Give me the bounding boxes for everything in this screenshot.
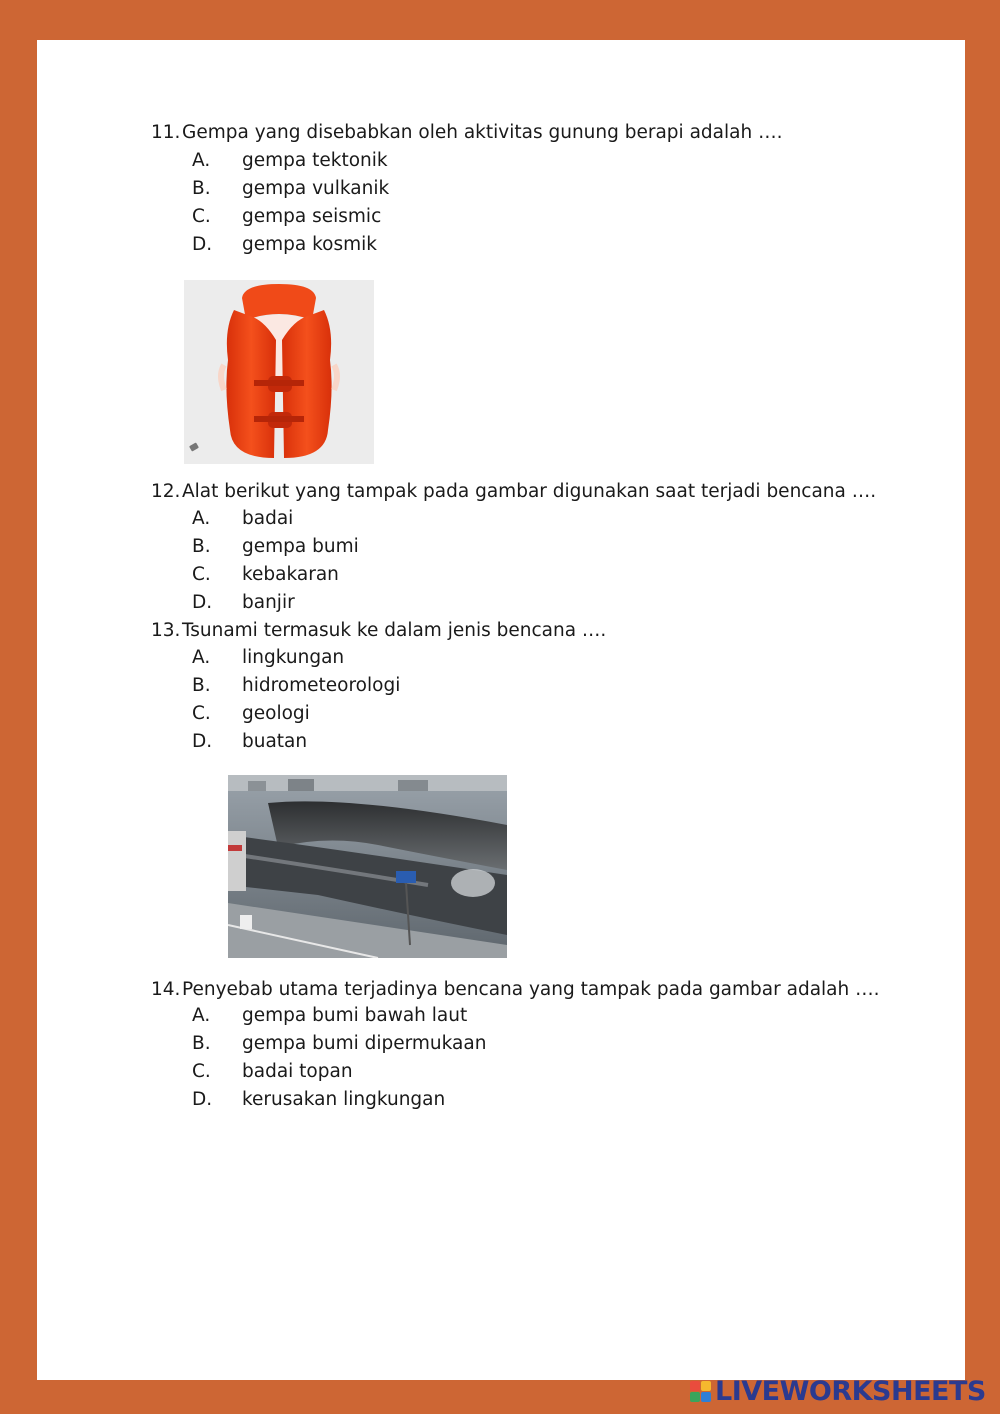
option-text: kerusakan lingkungan [242,1089,446,1110]
option-text: gempa kosmik [242,234,377,255]
option-text: gempa vulkanik [242,178,390,199]
question-number: 14. [151,979,181,1000]
option-text: gempa seismic [242,206,382,227]
option-text: lingkungan [242,647,345,668]
option-letter: C. [192,703,211,724]
question-11 [151,122,782,143]
option-text: hidrometeorologi [242,675,401,696]
option-text: buatan [242,731,308,752]
question-14 [151,979,880,1000]
logo-mark-icon [690,1381,711,1402]
option-text: gempa bumi bawah laut [242,1005,468,1026]
option-letter: B. [192,675,211,696]
liveworksheets-logo[interactable] [690,1374,986,1408]
brand-name: LIVEWORKSHEETS [715,1375,986,1407]
option-text: kebakaran [242,564,339,585]
option-text: banjir [242,592,295,613]
option-text: gempa bumi [242,536,359,557]
option-text: geologi [242,703,310,724]
option-letter: B. [192,1033,211,1054]
option-letter: C. [192,564,211,585]
question-text: Alat berikut yang tampak pada gambar digunakan saat terjadi bencana …. [182,481,877,502]
question-number: 11. [151,122,181,143]
question-13 [151,620,606,641]
question-text: Gempa yang disebabkan oleh aktivitas gunung berapi adalah …. [182,122,783,143]
option-text: gempa bumi dipermukaan [242,1033,487,1054]
option-letter: C. [192,1061,211,1082]
question-text: Tsunami termasuk ke dalam jenis bencana …. [182,620,607,641]
option-text: badai [242,508,294,529]
option-letter: D. [192,1089,213,1110]
question-12 [151,481,876,502]
question-number: 13. [151,620,181,641]
life-vest-image [184,280,374,464]
option-letter: A. [192,508,211,529]
option-letter: D. [192,592,213,613]
option-text: gempa tektonik [242,150,388,171]
option-letter: A. [192,150,211,171]
option-text: badai topan [242,1061,353,1082]
option-letter: B. [192,536,211,557]
option-letter: B. [192,178,211,199]
option-letter: C. [192,206,211,227]
option-letter: D. [192,234,213,255]
question-number: 12. [151,481,181,502]
option-letter: D. [192,731,213,752]
worksheet-page [37,40,965,1380]
tsunami-image [228,775,507,958]
question-text: Penyebab utama terjadinya bencana yang tampak pada gambar adalah …. [182,979,880,1000]
option-letter: A. [192,647,211,668]
option-letter: A. [192,1005,211,1026]
